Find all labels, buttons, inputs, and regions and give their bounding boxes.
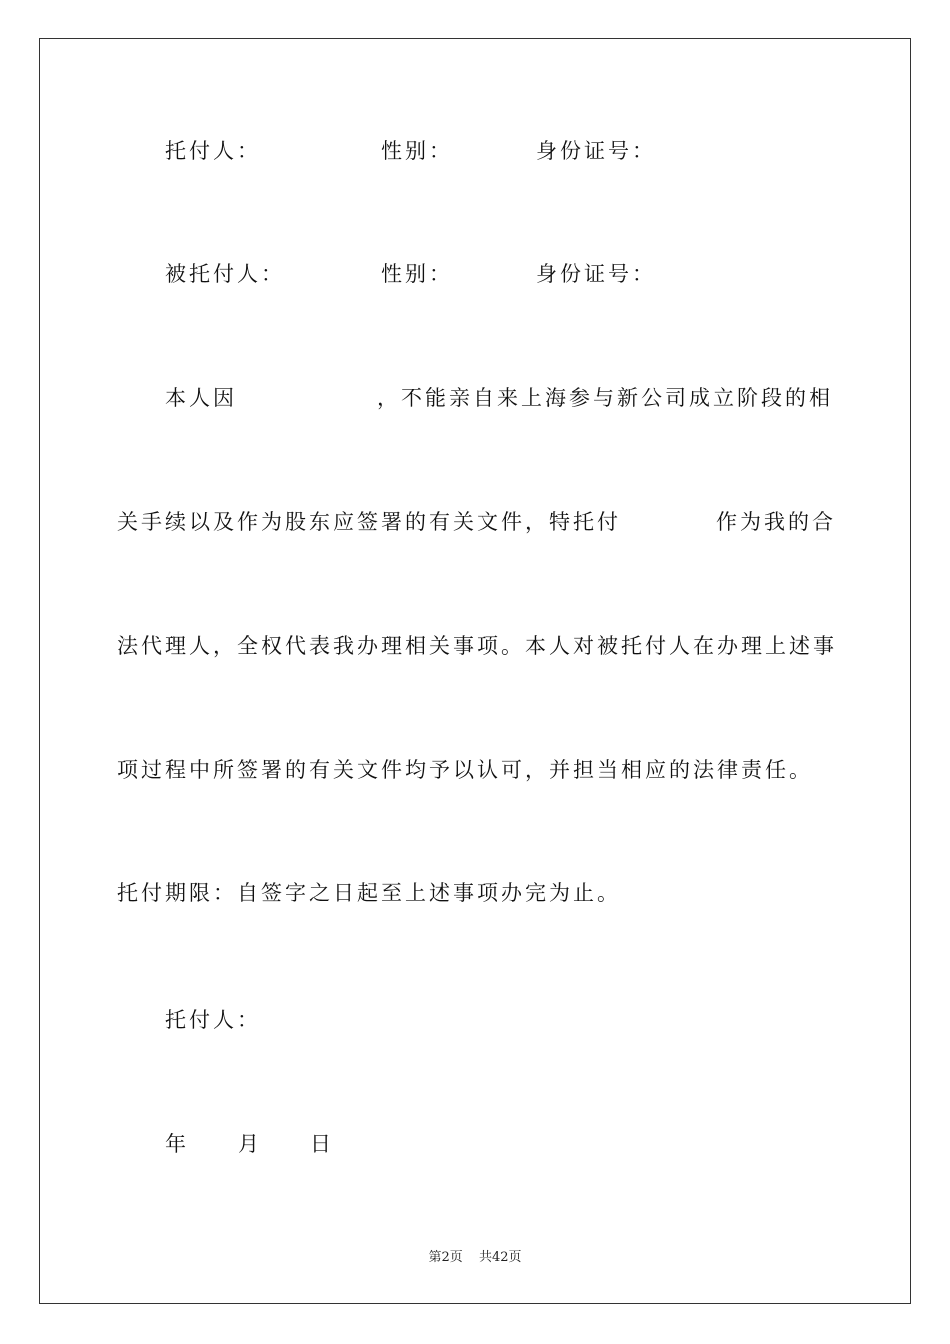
body-line4: 项过程中所签署的有关文件均予以认可，并担当相应的法律责任。 <box>117 758 813 782</box>
body-line2-end: 作为我的合 <box>716 510 836 534</box>
body-line3: 法代理人，全权代表我办理相关事项。本人对被托付人在办理上述事 <box>117 634 837 658</box>
principal-id-label: 身份证号： <box>536 139 656 163</box>
agent-gender-label: 性别： <box>381 262 453 286</box>
page-total: 共42页 <box>478 1250 522 1265</box>
body-line5: 托付期限：自签字之日起至上述事项办完为止。 <box>117 881 621 905</box>
page-frame <box>39 38 911 1304</box>
agent-name-label: 被托付人： <box>165 262 285 286</box>
signature-day: 日 <box>310 1132 334 1156</box>
body-line1-start: 本人因 <box>165 386 237 410</box>
signature-year: 年 <box>165 1132 189 1156</box>
principal-name-label: 托付人： <box>165 139 261 163</box>
agent-id-label: 身份证号： <box>536 262 656 286</box>
body-line1-end: ，不能亲自来上海参与新公司成立阶段的相 <box>377 386 833 410</box>
principal-gender-label: 性别： <box>381 139 453 163</box>
signature-month: 月 <box>238 1132 262 1156</box>
signature-principal-label: 托付人： <box>165 1008 261 1032</box>
body-line2-start: 关手续以及作为股东应签署的有关文件，特托付 <box>117 510 621 534</box>
page-footer <box>0 1246 950 1265</box>
page-number: 第2页 <box>428 1250 463 1265</box>
